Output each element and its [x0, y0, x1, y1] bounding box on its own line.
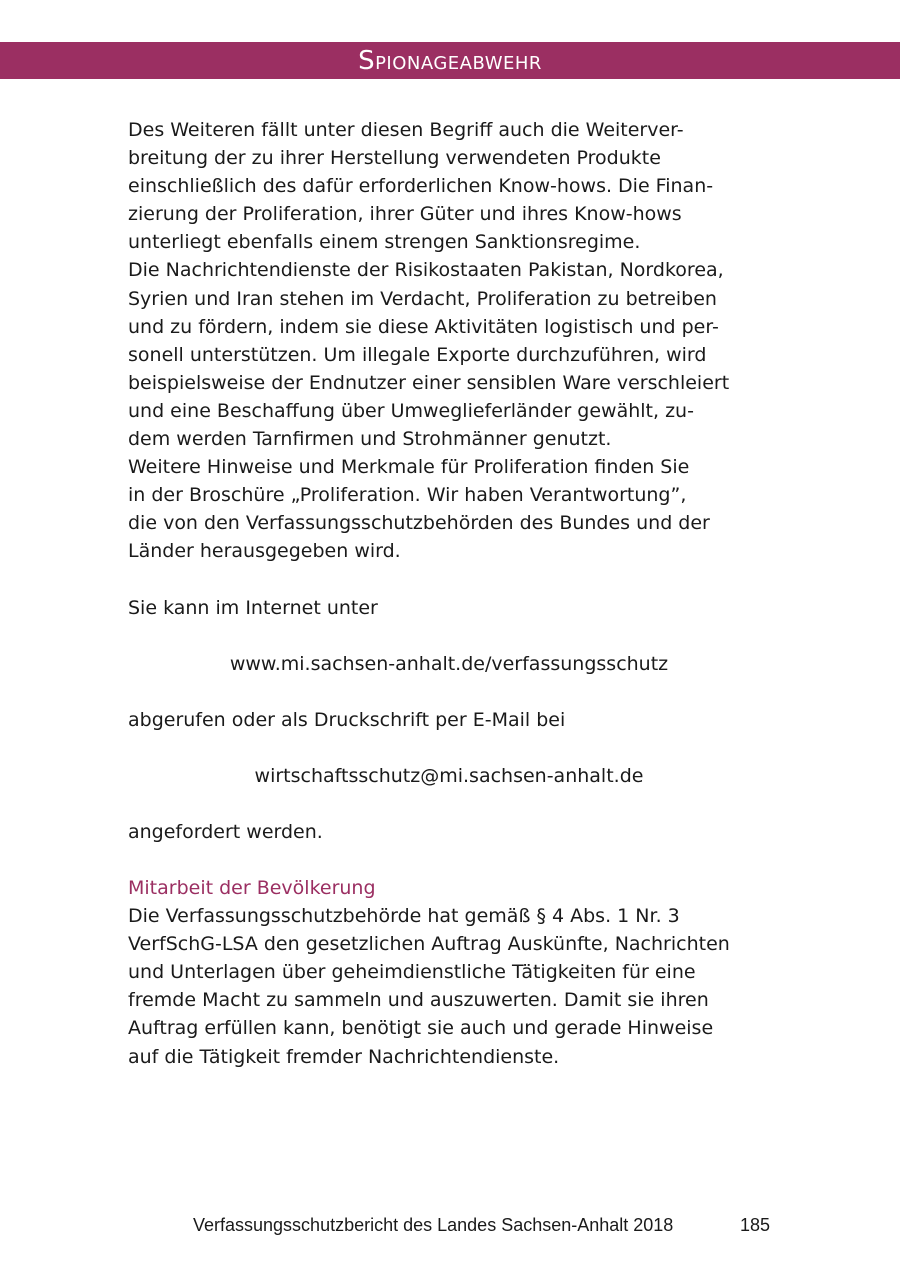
text-line: einschließlich des dafür erforderlichen Know-hows. Die Finan- — [128, 175, 714, 198]
spacer — [128, 678, 788, 706]
spacer — [128, 566, 788, 594]
spacer — [128, 790, 788, 818]
text-line: Die Verfassungsschutzbehörde hat gemäß § 4 Abs. 1 Nr. 3 — [128, 905, 680, 928]
paragraph-brochure — [128, 453, 788, 565]
email-intro: abgerufen oder als Druckschrift per E-Mail bei — [128, 708, 566, 731]
text-line: die von den Verfassungsschutzbehörden des Bundes und der — [128, 512, 710, 535]
website-url-link[interactable]: www.mi.sachsen-anhalt.de/verfassungsschutz — [229, 652, 669, 675]
request-outro: angefordert werden. — [128, 820, 323, 843]
email-address-link[interactable]: wirtschaftsschutz@mi.sachsen-anhalt.de — [254, 764, 644, 787]
text-line: in der Broschüre „Proliferation. Wir haben Verantwortung”, — [128, 484, 687, 507]
footer-report-title: Verfassungsschutzbericht des Landes Sachsen-Anhalt 2018 — [193, 1215, 674, 1235]
text-line: Weitere Hinweise und Merkmale für Proliferation finden Sie — [128, 456, 690, 479]
text-line: auf die Tätigkeit fremder Nachrichtendienste. — [128, 1045, 560, 1068]
paragraph-risk-states — [128, 256, 788, 453]
text-line: unterliegt ebenfalls einem strengen Sanktionsregime. — [128, 231, 641, 254]
text-line: VerfSchG-LSA den gesetzlichen Auftrag Auskünfte, Nachrichten — [128, 933, 730, 956]
text-line: Syrien und Iran stehen im Verdacht, Proliferation zu betreiben — [128, 287, 717, 310]
page-section-title: Spionageabwehr — [358, 46, 542, 76]
text-line: und Unterlagen über geheimdienstliche Tätigkeiten für eine — [128, 961, 696, 984]
spacer — [128, 734, 788, 762]
paragraph-public-cooperation — [128, 902, 788, 1071]
internet-intro: Sie kann im Internet unter — [128, 596, 378, 619]
text-line: Länder herausgegeben wird. — [128, 540, 401, 563]
text-line: beispielsweise der Endnutzer einer sensiblen Ware verschleiert — [128, 371, 730, 394]
text-line: breitung der zu ihrer Herstellung verwendeten Produkte — [128, 147, 661, 170]
text-line: und zu fördern, indem sie diese Aktivitäten logistisch und per- — [128, 315, 719, 338]
text-line: Auftrag erfüllen kann, benötigt sie auch und gerade Hinweise — [128, 1017, 714, 1040]
spacer — [128, 846, 788, 874]
text-line: Des Weiteren fällt unter diesen Begriff auch die Weiterver- — [128, 119, 684, 141]
text-line: sonell unterstützen. Um illegale Exporte durchzuführen, wird — [128, 343, 707, 366]
page-number: 185 — [740, 1215, 771, 1235]
text-line: dem werden Tarnfirmen und Strohmänner genutzt. — [128, 428, 612, 451]
text-line: Die Nachrichtendienste der Risikostaaten Pakistan, Nordkorea, — [128, 259, 724, 282]
text-line: zierung der Proliferation, ihrer Güter und ihres Know-hows — [128, 203, 682, 226]
text-line: und eine Beschaffung über Umweglieferländer gewählt, zu- — [128, 399, 694, 422]
main-content — [128, 116, 788, 1071]
spacer — [128, 622, 788, 650]
text-line: fremde Macht zu sammeln und auszuwerten. Damit sie ihren — [128, 989, 709, 1012]
section-heading: Mitarbeit der Bevölkerung — [128, 876, 376, 899]
paragraph-proliferation-definition — [128, 116, 788, 256]
